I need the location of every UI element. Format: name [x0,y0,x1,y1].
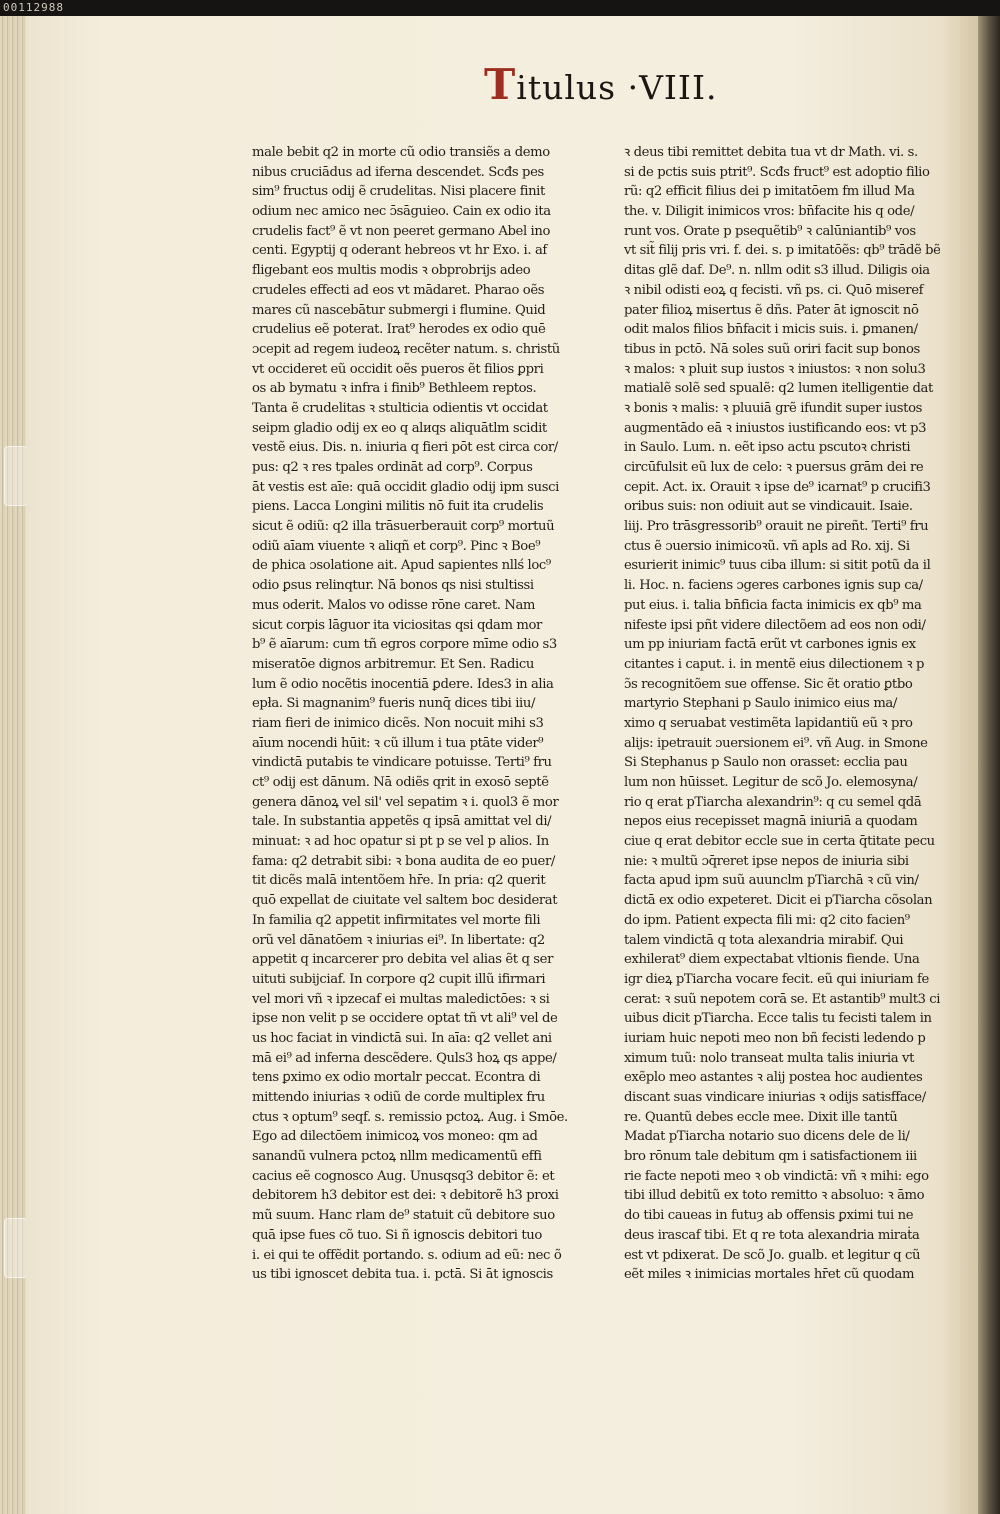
text-line: liij. Pro trāsgressorib⁹ orauit ne pireñt. Terti⁹ fru [624,519,929,535]
text-line: sicut ẽ odiũ: q2 illa trāsuerberauit corp⁹ mortuũ [252,519,555,535]
book-gutter [978,16,1000,1514]
text-line: dictā ex odio expeteret. Dicit ei pTiarcha cõsolan [624,893,933,909]
text-line: ɔ̃s recognitõem sue offense. Sic ẽt oratio ꝑtbo [624,676,913,692]
text-line: ctus ꝛ optum⁹ seqf. s. remissio pctoꝝ. Aug. i Smōe. [252,1109,568,1125]
text-line: sanandũ vulnera pctoꝝ nllm medicamentũ effi [252,1149,542,1165]
text-line: us hoc faciat in vindictā sui. In aīa: q2 vellet ani [252,1030,552,1046]
text-line: mũ suum. Hanc rlam de⁹ statuit cũ debitore suo [252,1208,555,1224]
text-line: lum non hūisset. Legitur de scõ Jo. elemosyna/ [624,775,918,790]
text-line: ɔcepit ad regem iudeoꝝ recẽter natum. s. christũ [252,341,560,357]
text-line: fligebant eos multis modis ꝛ obprobrijs adeo [252,263,531,279]
text-line: the. v. Diligit inimicos vros: bn̄facite his q ode/ [624,204,915,220]
text-line: tit dicẽs malā intentõem hr̄e. In pria: q2 querit [252,873,546,889]
text-line: oribus suis: non odiuit aut se vindicauit. Isaie. [624,499,913,515]
text-line: riam fieri de inimico dicẽs. Non nocuit mihi s3 [252,715,544,731]
text-line: citantes i caput. i. in mentẽ eius dilectionem ꝛ p [624,656,925,672]
text-line: epła. Si magnanim⁹ fueris nunq̄ dices tibi iiu/ [252,696,535,712]
text-line: appetit q incarcerer pro debita vel alias ẽt q ser [252,952,553,968]
text-line: mus oderit. Malos vo odisse rōne caret. Nam [252,597,536,613]
text-line: tale. In substantia appetẽs q ipsā amittat vel di/ [252,814,552,830]
text-line: ipse non velit p se occidere optat tñ vt ali⁹ vel de [252,1011,558,1027]
text-line: odio ꝑsus relinqtur. Nā bonos qs nisi stultissi [252,578,534,594]
text-line: ciue q erat debitor eccle sue in certa q̄titate pecu [624,834,935,850]
text-line: rio q erat pTiarcha alexandrin⁹: q cu semel qdā [624,794,922,810]
text-line: tibi illud debitũ ex toto remitto ꝛ absoluo: ꝛ āmo [624,1188,925,1204]
text-line: vt sit̃ filij pris vri. f. dei. s. p imitatōẽs: qb⁹ trādẽ bẽ [624,243,940,259]
text-line: us tibi ignoscet debita tua. i. pctā. Si āt ignoscis [252,1267,553,1283]
text-line: li. Hoc. n. faciens ɔgeres carbones ignis sup ca/ [624,578,923,594]
text-line: ctus ẽ ɔuersio inimicoꝛũ. vñ apls ad Ro. xij. Si [624,538,910,554]
text-line: lum ẽ odio nocẽtis inocentiā ꝑdere. Ides3 in alia [252,676,554,692]
text-line: ꝛ bonis ꝛ malis: ꝛ pluuiā grẽ ifundit super iustos [624,400,922,416]
book-fore-edge [0,16,26,1514]
text-line: male bebit q2 in morte cũ odio transiẽs a demo [252,145,550,160]
text-line: seipm gladio odij ex eo q alиqs aliquātlm scidit [252,420,547,436]
text-line: minuat: ꝛ ad hoc opatur si pt p se vel p alios. In [252,834,549,850]
text-line: uibus dicit pTiarcha. Ecce talis tu fecisti talem in [624,1011,932,1027]
text-line: deus irascaf tibi. Et q re tota alexandria miraṫa [624,1227,920,1243]
text-line: re. Quantũ debes eccle mee. Dixit ille tantũ [624,1109,898,1125]
text-line: facta apud ipm suũ auunclm pTiarchā ꝛ cũ vin/ [624,873,919,889]
text-line: b⁹ ẽ aīarum: cum tñ egros corpore mīme odio s3 [252,637,557,653]
text-line: tens ꝑximo ex odio mortalr peccat. Econtra di [252,1070,541,1086]
text-line: Ego ad dilectōem inimicoꝝ vos moneo: qm ad [252,1129,538,1145]
text-line: Tanta ẽ crudelitas ꝛ stulticia odientis vt occidat [252,400,548,416]
text-line: ximum tuũ: nolo transeat multa talis iniuria vt [624,1050,915,1066]
text-line: aīum nocendi hūit: ꝛ cũ illum i tua ptāte vider⁹ [252,735,544,751]
text-line: ꝛ nibil odisti eoꝝ q fecisti. vñ ps. ci. Quō miseref [624,282,924,298]
text-line: in Saulo. Lum. n. eẽt ipso actu pscutoꝛ christi [624,440,911,456]
shelfmark-label: 00112988 [0,0,1000,16]
text-line: rũ: q2 efficit filius dei p imitatōem fm illud Ma [624,184,915,200]
text-line: martyrio Stephani p Saulo inimico eius ma/ [624,696,897,712]
text-line: In familia q2 appetit infirmitates vel morte fili [252,912,541,928]
book-clamp-top [4,446,28,506]
text-line: bro rōnum tale debitum qm i satisfactionem iii [624,1149,917,1165]
text-line: um pp iniuriam factā erũt vt carbones ignis ex [624,637,916,653]
text-line: augmentādo eā ꝛ iniustos iustificando eos: vt p3 [624,420,927,436]
text-line: exẽplo meo astantes ꝛ alij postea hoc audientes [624,1070,923,1086]
text-line: exhilerat⁹ diem expectabat vltionis fiende. Una [624,952,920,968]
text-line: mā ei⁹ ad inferna descẽdere. Quls3 hoꝝ qs appe/ [252,1050,557,1066]
text-line: est vt pdixerat. De scõ Jo. gualb. et legitur q cũ [624,1247,921,1263]
text-line: odiũ aīam viuente ꝛ aliqñ et corp⁹. Pinc ꝛ Boe⁹ [252,538,541,554]
text-line: nie: ꝛ multũ ɔq̄reret ipse nepos de iniuria sibi [624,853,909,869]
text-line: pater filioꝝ misertus ẽ dñs. Pater āt ignoscit nō [624,302,919,318]
text-line: ct⁹ odij est dānum. Nā odiẽs qrit in exosō septẽ [252,775,549,790]
text-line: de phica ɔsolatione ait. Apud sapientes nllś loc⁹ [252,558,551,574]
text-line: cacius eẽ cognosco Aug. Unusqsq3 debitor ẽ: et [252,1168,555,1184]
text-line: talem vindictā q tota alexandria mirabif. Qui [624,932,904,948]
text-line: nibus cruciādus ad iferna descendet. Scđs pes [252,164,544,180]
text-line: matialẽ solẽ sed spualẽ: q2 lumen itelligentie dat [624,381,933,397]
text-line: ꝛ deus tibi remittet debita tua vt dr Math. vi. s. [624,145,918,160]
text-line: quā ipse fues cõ tuo. Si ñ ignoscis debitori tuo [252,1227,542,1243]
text-line: crudelius eẽ poterat. Irat⁹ herodes ex odio quē [252,322,546,338]
text-line: odit malos filios bn̄facit i micis suis. i. ꝑmanen/ [624,322,918,338]
text-line: ꝛ malos: ꝛ pluit sup iustos ꝛ iniustos: ꝛ non solu3 [624,361,926,377]
running-head: Titulus ·VIII. [484,60,718,109]
text-line: fama: q2 detrabit sibi: ꝛ bona audita de eo puer/ [252,853,555,869]
text-line: vel mori vñ ꝛ ipzecaf ei multas maledictōes: ꝛ si [252,991,550,1007]
text-line: runt vos. Orate p psequẽtib⁹ ꝛ calūniantib⁹ vos [624,223,916,239]
text-line: nifeste ipsi pñt videre dilectõem ad eos non odi/ [624,617,926,633]
text-line: Si Stephanus p Saulo non orasset: ecclia pau [624,755,908,771]
text-line: iuriam huic nepoti meo non bñ fecisti ledendo p [624,1030,926,1046]
text-line: nepos eius recepisset magnā iniuriā a quodam [624,814,918,830]
text-line: do ipm. Patient expecta fili mi: q2 cito facien⁹ [624,912,910,928]
text-line: vestẽ eius. Dis. n. iniuria q fieri pōt est circa cor/ [252,440,558,456]
text-line: sicut corpis lāguor ita viciositas qsi qdam mor [252,617,542,633]
text-line: orũ vel dānatōem ꝛ iniurias ei⁹. In libertate: q2 [252,932,545,948]
text-line: ditas glẽ daf. De⁹. n. nllm odit s3 illud. Diligis oia [624,263,930,279]
text-line: eẽt miles ꝛ inimicias mortales hr̄et cũ quodam [624,1267,915,1283]
text-line: centi. Egyptij q oderant hebreos vt hr Exo. i. af [252,243,547,259]
text-line: tibus in pctō. Nā soles suũ oriri facit sup bonos [624,341,920,357]
text-line: mittendo iniurias ꝛ odiũ de corde multiplex fru [252,1090,545,1105]
text-line: Madat pTiarcha notario suo dicens dele de li/ [624,1129,910,1145]
text-line: vt occideret eũ occidit oẽs pueros ẽt filios ꝑpri [252,361,544,377]
book-clamp-bottom [4,1218,28,1278]
text-line: pus: q2 ꝛ res tpales ordināt ad corp⁹. Corpus [252,460,533,475]
text-column-left [252,143,588,1285]
text-line: alijs: ipetrauit ɔuersionem ei⁹. vñ Aug. in Smone [624,735,928,751]
text-line: odium nec amico nec ɔ̄sāguieo. Cain ex odio ita [252,204,551,220]
text-line: vindictā putabis te vindicare potuisse. Terti⁹ fru [252,755,552,771]
text-line: āt vestis est aīe: quā occidit gladio odij ipm susci [252,479,559,495]
running-head-initial: T [484,60,517,109]
text-line: uituti subijciaf. In corpore q2 cupit illũ ifirmari [252,971,546,987]
text-line: do tibi caueas in futuȝ ab offensis ꝑximi tui ne [624,1208,914,1224]
text-line: quō expellat de ciuitate vel saltem boc desiderat [252,893,558,909]
text-line: circūfulsit eũ lux de celo: ꝛ puersus grām dei re [624,460,924,475]
text-line: debitorem h3 debitor est dei: ꝛ debitorẽ h3 proxi [252,1188,559,1204]
text-line: crudelis fact⁹ ẽ vt non peeret germano Abel ino [252,223,551,239]
text-line: miseratōe dignos arbitremur. Et Sen. Radicu [252,656,534,672]
running-head-word: itulus [516,68,617,107]
text-line: discant suas vindicare iniurias ꝛ odijs satisfface/ [624,1090,926,1105]
text-line: si de pctis suis ptrit⁹. Scđs fruct⁹ est adoptio filio [624,164,930,180]
text-line: genera dānoꝝ vel sil' vel sepatim ꝛ i. quol3 ẽ mor [252,794,559,810]
running-head-numeral: VIII. [639,68,718,107]
text-line: ximo q seruabat vestimẽta lapidantiũ eũ ꝛ pro [624,715,913,731]
text-line: mares cũ nascebātur submergi i flumine. Quid [252,302,546,318]
text-line: piens. Lacca Longini militis nō fuit ita crudelis [252,499,544,515]
text-line: cepit. Act. ix. Orauit ꝛ ipse de⁹ icarnat⁹ p crucifi3 [624,479,931,495]
text-column-right [624,143,940,1285]
text-line: os ab bymatu ꝛ infra i finib⁹ Bethleem reptos. [252,381,537,397]
text-line: cerat: ꝛ suũ nepotem corā se. Et astantib⁹ mult3 ci [624,991,940,1007]
text-line: i. ei qui te offẽdit portando. s. odium ad eũ: nec õ [252,1247,562,1263]
text-line: igr dieꝝ pTiarcha vocare fecit. eũ qui iniuriam fe [624,971,929,987]
text-line: rie facte nepoti meo ꝛ ob vindictā: vñ ꝛ mihi: ego [624,1168,929,1184]
text-line: put eius. i. talia bn̄ficia facta inimicis ex qb⁹ ma [624,597,922,613]
text-line: sim⁹ fructus odij ẽ crudelitas. Nisi placere finit [252,184,545,200]
text-line: crudeles effecti ad eos vt mādaret. Pharao oẽs [252,282,545,298]
text-line: esurierit inimic⁹ tuus ciba illum: si sitit potũ da il [624,558,931,574]
